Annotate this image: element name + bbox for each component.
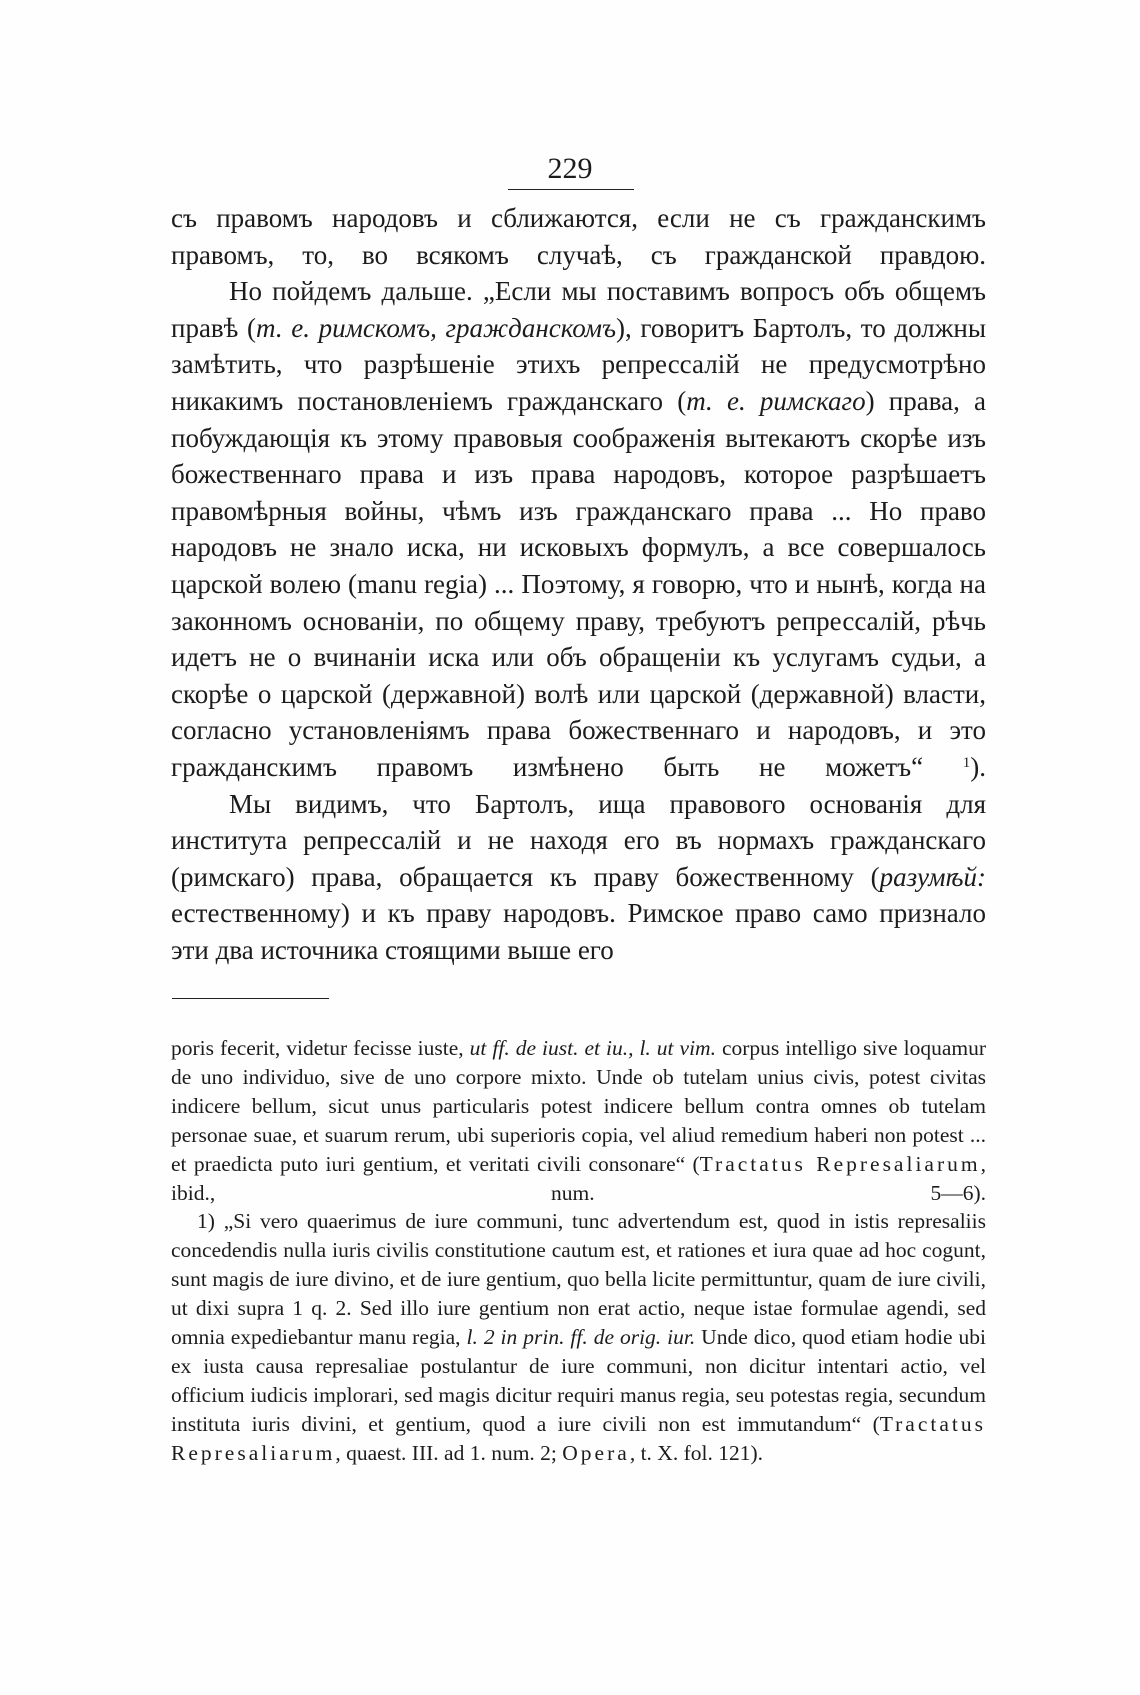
- footnotes: [171, 1034, 986, 1468]
- text-run: Unde dico, quod etiam hodie ubi ex iusta causa represaliae postulantur de iure communi, non dicitur intentari actio, vel officium iudicis implorari, sed magis dicitur requiri manus regia, seu potestas regia, secundum instituta iuris divini, et gentium, quod a iure civili non est immutandum“ (: [171, 1325, 986, 1436]
- footnote-separator: [172, 998, 329, 999]
- italic-text: разумѣй:: [879, 861, 986, 892]
- text-run: , ibid., num. 5—6).: [171, 1151, 986, 1205]
- footnote: [171, 1207, 986, 1467]
- text-run: ) права, а побуждающія къ этому правовыя соображенія вытекаютъ скорѣе изъ божественнаго права и изъ права народовъ, которое разрѣшаетъ правомѣрныя войны, чѣмъ изъ гражданскаго права ... Но право народовъ не знало иска, ни исковыхъ формулъ, а все совершалось царской волею (manu regia) ... Поэтому, я говорю, что и нынѣ, когда на законномъ основаніи, по общему праву, требуютъ репрессалій, рѣчь идетъ не о вчинаніи иска или объ обращеніи къ услугамъ судьи, а скорѣе о царской (державной) волѣ или царской (державной) власти, согласно установленіямъ права божественнаго и народовъ, и это гражданскимъ правомъ измѣнено быть не можетъ“: [171, 385, 986, 782]
- text-run: Мы видимъ, что Бартолъ, ища правового основанія для института репрессалій и не находя его въ нормахъ гражданскаго (римскаго) права, обращается къ праву божественному (: [171, 788, 986, 892]
- text-run: Но пойдемъ дальше. „Если мы поставимъ вопросъ объ общемъ правѣ (: [171, 276, 986, 343]
- text-run: ).: [970, 751, 986, 782]
- footnote-continuation: [171, 1034, 986, 1207]
- paragraph: [171, 786, 986, 969]
- italic-text: т. е. римскаго: [686, 385, 866, 416]
- footnote-marker: 1: [962, 754, 971, 771]
- paragraph: [171, 200, 986, 273]
- italic-text: l. 2 in prin. ff. de orig. iur.: [466, 1325, 696, 1350]
- text-run: , quaest. III. ad 1. num. 2;: [335, 1440, 563, 1465]
- text-run: съ правомъ народовъ и сближаются, если не съ гражданскимъ правомъ, то, во всякомъ случаѣ, съ гражданской правдою.: [171, 203, 986, 270]
- spaced-text: Tractatus Represaliarum: [699, 1151, 981, 1176]
- italic-text: т. е. римскомъ, гражданскомъ: [255, 312, 617, 343]
- spaced-text: Tractatus Represaliarum: [171, 1411, 986, 1465]
- text-run: естественному) и къ праву народовъ. Римское право само признало эти два источника стоящими выше его: [171, 898, 986, 965]
- italic-text: ut ff. de iust. et iu., l. ut vim.: [469, 1036, 716, 1060]
- paragraph: [171, 273, 986, 785]
- text-run: ), говоритъ Бартолъ, то должны замѣтить, что разрѣшеніе этихъ репрессалій не предусмотрѣно никакимъ постановленіемъ гражданскаго (: [171, 312, 986, 416]
- text-run: , t. X. fol. 121).: [629, 1440, 763, 1465]
- page-number-underline: [508, 189, 634, 190]
- text-run: poris fecerit, videtur fecisse iuste,: [171, 1036, 470, 1060]
- main-text: [171, 200, 986, 968]
- text-run: 1) „Si vero quaerimus de iure communi, tunc advertendum est, quod in istis represaliis concedendis nulla iuris civilis constitutione cautum est, et rationes et iura quae ad hoc cogunt, sunt magis de iure divino, et de iure gentium, quo bella licite permittuntur, quam de iure civili, ut dixi supra 1 q. 2. Sed illo iure gentium non erat actio, neque istae formulae agendi, sed omnia expediebantur manu regia,: [171, 1209, 986, 1350]
- page-number: 229: [547, 152, 593, 185]
- text-run: corpus intelligo sive loquamur de uno individuo, sive de uno corpore mixto. Unde ob tutelam unius civis, potest civitas indicere bellum, sicut unus particularis potest indicere bellum contra omnes ob tutelam personae suae, et suarum rerum, ubi superioris copia, vel aliud remedium haberi non potest ... et praedicta puto iuri gentium, et veritati civili consonare“ (: [171, 1036, 986, 1176]
- spaced-text: Opera: [562, 1440, 630, 1465]
